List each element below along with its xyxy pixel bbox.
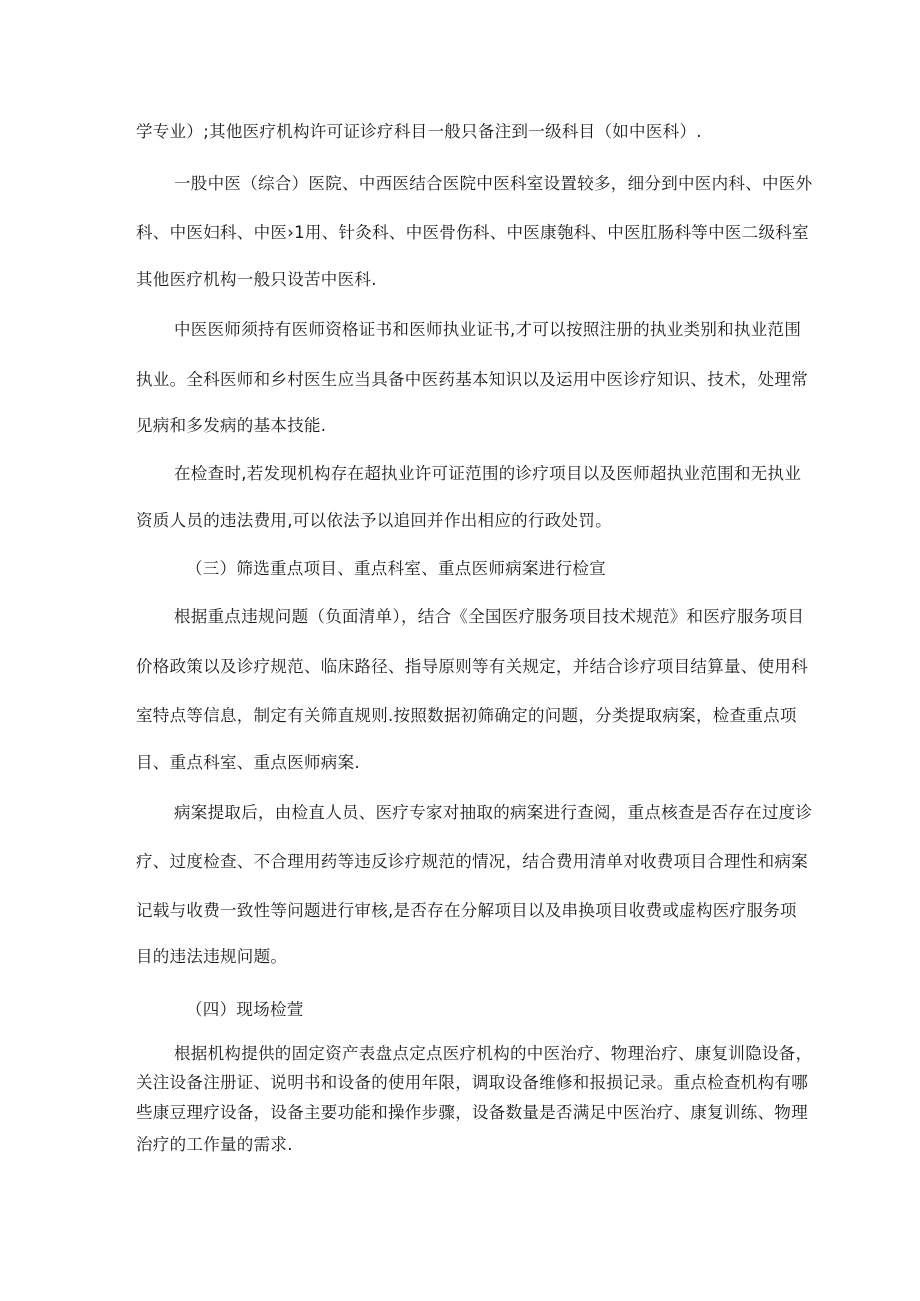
paragraph-line: 中医医师须持有医师资格证书和医师执业证书,才可以按照注册的执业类别和执业范围 bbox=[174, 320, 802, 339]
paragraph-line: 一股中医（综合）医院、中西医结合医院中医科室设置较多，细分到中医内科、中医外 bbox=[174, 174, 813, 193]
paragraph-line: 些康豆理疗设备，设备主要功能和操作步骤，设备数量是否满足中医治疗、康复训练、物理 bbox=[136, 1103, 808, 1122]
paragraph-line: 见病和多发病的基本技能. bbox=[136, 416, 327, 435]
paragraph-line: 其他医疗机构一般只设苦中医科. bbox=[136, 270, 377, 289]
paragraph-line: 资质人员的违法费用,可以依法予以追回并作出相应的行政处罚。 bbox=[136, 511, 612, 530]
paragraph-line: 关注设备注册证、说明书和设备的使用年限，调取设备维修和报损记录。重点检查机构有哪 bbox=[136, 1073, 808, 1092]
paragraph-line: 目、重点科室、重点医师病案. bbox=[136, 753, 360, 772]
paragraph-line: 室特点等信息，制定有关筛直规则.按照数据初筛确定的问题，分类提取病案，检查重点项 bbox=[136, 706, 797, 725]
section-heading: （四）现场检萱 bbox=[186, 1000, 304, 1019]
paragraph-line: 治疗的工作量的需求. bbox=[136, 1135, 293, 1154]
paragraph-line: 学专业）;其他医疗机构许可证诊疗科目一般只备注到一级科目（如中医科）. bbox=[136, 122, 702, 141]
paragraph-line: 疗、过度检查、不合理用药等违反诊疗规范的情况，结合费用清单对收费项目合理性和病案 bbox=[136, 852, 808, 871]
paragraph-line: 记载与收费一致性等问题进行审核,是否存在分解项目以及串换项目收费或虚构医疗服务项 bbox=[136, 901, 797, 920]
paragraph-line: 科、中医妇科、中医›1用、针灸科、中医骨伤科、中医康匏科、中医肛肠科等中医二级科室 bbox=[136, 223, 809, 242]
paragraph-line: 在检查时,若发现机构存在超执业许可证范围的诊疗项目以及医师超执业范围和无执业 bbox=[174, 464, 802, 483]
paragraph-line: 目的违法违规问题。 bbox=[136, 947, 288, 966]
paragraph-line: 根据机构提供的固定资产表盘点定点医疗机构的中医治疗、物理治疗、康复训隐设备， bbox=[174, 1044, 813, 1063]
paragraph-line: 病案提取后，由检直人员、医疗专家对抽取的病案进行查阅，重点核查是否存在过度诊 bbox=[174, 803, 813, 822]
paragraph-line: 根据重点违规问题（负面清单），结合《全国医疗服务项目技术规范》和医疗服务项目 bbox=[174, 607, 805, 626]
paragraph-line: 价格政策以及诊疗规范、临床路径、指导原则等有关规定，并结合诊疗项目结算量、使用科 bbox=[136, 657, 808, 676]
paragraph-line: 执业。全科医师和乡村医生应当具备中医药基本知识以及运用中医诊疗知识、技术，处理常 bbox=[136, 370, 808, 389]
section-heading: （三）筛选重点项目、重点科室、重点医师病案进行检宣 bbox=[186, 559, 606, 578]
